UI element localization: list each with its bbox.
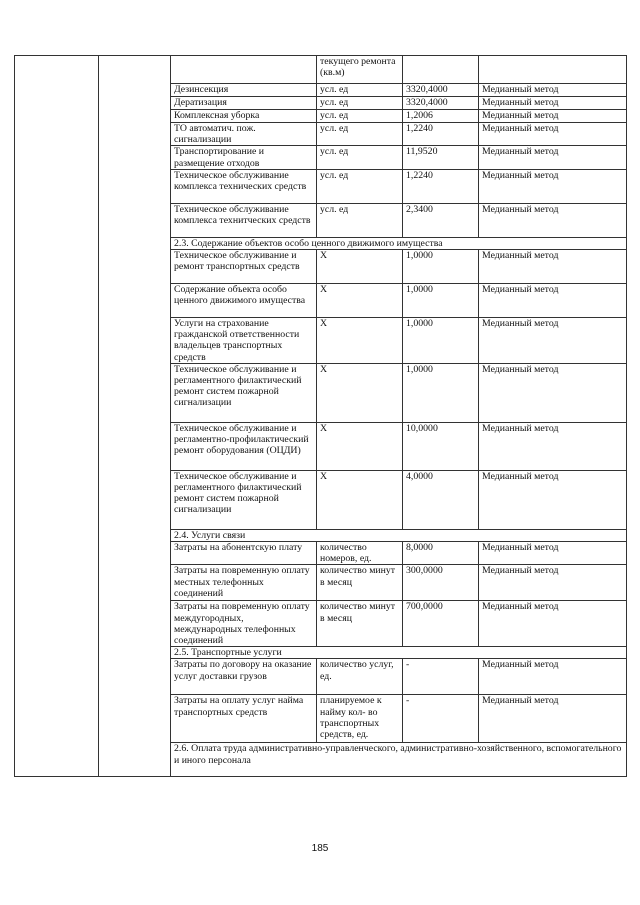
unit-cell: усл. ед: [317, 84, 403, 97]
value-cell: 10,0000: [403, 422, 479, 470]
cost-item-name: Затраты по договору на оказание услуг доставки грузов: [171, 659, 317, 695]
method-cell: Медианный метод: [479, 284, 627, 318]
unit-cell: количество минут в месяц: [317, 601, 403, 647]
method-cell: Медианный метод: [479, 659, 627, 695]
cost-item-name: Техническое обслуживание и регламентного филактический ремонт систем пожарной сигнализации: [171, 363, 317, 422]
method-cell: Медианный метод: [479, 422, 627, 470]
unit-cell: Х: [317, 250, 403, 284]
table-body: [15, 56, 627, 777]
unit-cell: количество номеров, ед.: [317, 542, 403, 565]
cost-item-name: Комплексная уборка: [171, 110, 317, 123]
method-cell: Медианный метод: [479, 203, 627, 237]
value-cell: 8,0000: [403, 542, 479, 565]
method-cell: Медианный метод: [479, 601, 627, 647]
unit-cell: усл. ед: [317, 97, 403, 110]
cost-item-name: Услуги на страхование гражданской ответственности владельцев транспортных средств: [171, 318, 317, 364]
cost-item-name: Затраты на повременную оплату междугородных, международных телефонных соединений: [171, 601, 317, 647]
value-cell: 300,0000: [403, 565, 479, 601]
value-cell: 3320,4000: [403, 97, 479, 110]
section-title: 2.5. Транспортные услуги: [171, 647, 627, 659]
cost-item-name: Техническое обслуживание и ремонт транспортных средств: [171, 250, 317, 284]
method-cell: [479, 56, 627, 84]
unit-cell: усл. ед: [317, 123, 403, 146]
method-cell: Медианный метод: [479, 470, 627, 529]
unit-cell: Х: [317, 284, 403, 318]
value-cell: 11,9520: [403, 146, 479, 169]
cost-item-name: Техническое обслуживание комплекса технических средств: [171, 169, 317, 203]
cost-item-name: Затраты на повременную оплату местных телефонных соединений: [171, 565, 317, 601]
cost-item-name: Затраты на оплату услуг найма транспортных средств: [171, 695, 317, 743]
method-cell: Медианный метод: [479, 169, 627, 203]
method-cell: Медианный метод: [479, 97, 627, 110]
unit-cell: количество услуг, ед.: [317, 659, 403, 695]
cost-item-name: Техническое обслуживание комплекса технитческих средств: [171, 203, 317, 237]
section-title: 2.4. Услуги связи: [171, 529, 627, 541]
cost-item-name: Техническое обслуживание и регламентного филактический ремонт систем пожарной сигнализации: [171, 470, 317, 529]
second-blank-column: [99, 56, 171, 777]
unit-cell: количество минут в месяц: [317, 565, 403, 601]
value-cell: 3320,4000: [403, 84, 479, 97]
cost-item-name: Затраты на абонентскую плату: [171, 542, 317, 565]
section-title: 2.3. Содержание объектов особо ценного движимого имущества: [171, 237, 627, 249]
unit-cell: Х: [317, 422, 403, 470]
method-cell: Медианный метод: [479, 84, 627, 97]
unit-cell: усл. ед: [317, 169, 403, 203]
value-cell: 1,0000: [403, 250, 479, 284]
cost-item-name: ТО автоматич. пож. сигнализации: [171, 123, 317, 146]
method-cell: Медианный метод: [479, 542, 627, 565]
unit-cell: Х: [317, 363, 403, 422]
value-cell: 1,2240: [403, 123, 479, 146]
unit-cell: усл. ед: [317, 203, 403, 237]
unit-cell: текущего ремонта (кв.м): [317, 56, 403, 84]
unit-cell: Х: [317, 470, 403, 529]
value-cell: 4,0000: [403, 470, 479, 529]
value-cell: 1,2240: [403, 169, 479, 203]
method-cell: Медианный метод: [479, 146, 627, 169]
cost-item-name: Дезинсекция: [171, 84, 317, 97]
page-number: 185: [311, 843, 329, 854]
left-blank-column: [15, 56, 99, 777]
unit-cell: планируемое к найму кол- во транспортных средств, ед.: [317, 695, 403, 743]
method-cell: Медианный метод: [479, 110, 627, 123]
unit-cell: усл. ед: [317, 110, 403, 123]
method-cell: Медианный метод: [479, 250, 627, 284]
value-cell: 1,0000: [403, 284, 479, 318]
method-cell: Медианный метод: [479, 565, 627, 601]
value-cell: -: [403, 659, 479, 695]
value-cell: 1,2006: [403, 110, 479, 123]
method-cell: Медианный метод: [479, 695, 627, 743]
value-cell: 1,0000: [403, 318, 479, 364]
section-title: 2.6. Оплата труда административно-управленческого, административно-хозяйственного, вспомогательного и иного персонала: [171, 743, 627, 777]
cost-item-name: Транспортирование и размещение отходов: [171, 146, 317, 169]
unit-cell: Х: [317, 318, 403, 364]
cost-item-name: Дератизация: [171, 97, 317, 110]
method-cell: Медианный метод: [479, 363, 627, 422]
value-cell: 700,0000: [403, 601, 479, 647]
value-cell: [403, 56, 479, 84]
cost-item-name: Содержание объекта особо ценного движимого имущества: [171, 284, 317, 318]
table-row: [15, 56, 627, 84]
value-cell: 1,0000: [403, 363, 479, 422]
cost-norms-table: [14, 55, 627, 777]
unit-cell: усл. ед: [317, 146, 403, 169]
value-cell: -: [403, 695, 479, 743]
cost-item-name: Техническое обслуживание и регламентно-профилактический ремонт оборудования (ОЦДИ): [171, 422, 317, 470]
method-cell: Медианный метод: [479, 318, 627, 364]
method-cell: Медианный метод: [479, 123, 627, 146]
value-cell: 2,3400: [403, 203, 479, 237]
cost-item-name: [171, 56, 317, 84]
